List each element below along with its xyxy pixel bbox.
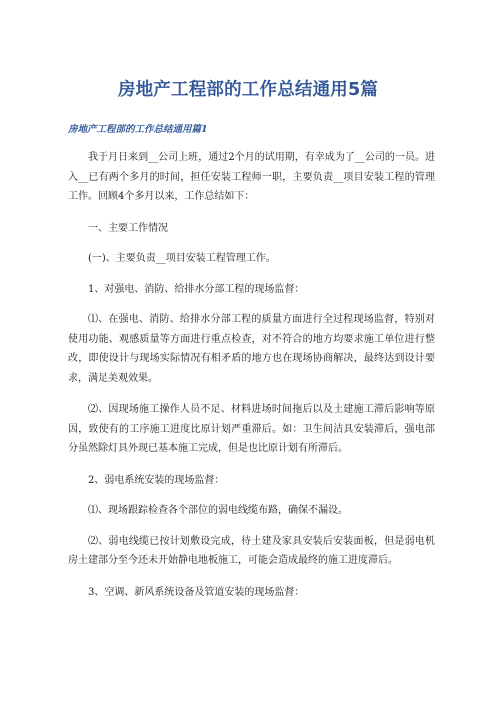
paragraph-schedule-delay: ⑵、因现场施工操作人员不足、材料进场时间拖后以及土建施工滞后影响等原因，致使有的工序施工进度比原计划严重滞后。如：卫生间洁具安装滞后，强电部分虽然除灯具外现已基本施工完成，但是也比原计划有所滞后。 xyxy=(68,404,435,454)
document-body xyxy=(68,148,435,613)
section-heading: 房地产工程部的工作总结通用篇1 xyxy=(68,124,208,135)
heading-main-work: 一、主要工作情况 xyxy=(88,222,168,234)
document-title: 房地产工程部的工作总结通用5篇 xyxy=(117,80,379,100)
heading-weak-current: 2、弱电系统安装的现场监督： xyxy=(88,474,225,486)
paragraph-cable-check: ⑴、现场跟踪检查各个部位的弱电线缆布路，确保不漏设。 xyxy=(88,505,348,516)
paragraph-quality-supervision: ⑴、在强电、消防、给排水分部工程的质量方面进行全过程现场监督，特别对使用功能、观感质量等方面进行重点检查，对不符合的地方均要求施工单位进行整改，即使设计与现场实际情况有相矛盾的地方也在现场协商解决，最终达到设计要求，满足美观效果。 xyxy=(68,314,435,384)
heading-hvac: 3、空调、新风系统设备及管道安装的现场监督： xyxy=(88,586,305,598)
heading-responsibility: (一)、主要负责__项目安装工程管理工作。 xyxy=(88,253,276,264)
paragraph-intro: 我于月日来到__公司上班，通过2个月的试用期，有幸成为了__公司的一员。进入__已有两个多月的时间，担任安装工程师一职，主要负责__项目安装工程的管理工作。回顾4个多月以来，工作总结如下： xyxy=(68,152,435,202)
paragraph-cable-laying: ⑵、弱电线缆已按计划敷设完成，待土建及家具安装后安装面板，但是弱电机房土建部分至今还未开始静电地板施工，可能会造成最终的施工进度滞后。 xyxy=(68,535,435,566)
heading-strong-current: 1、对强电、消防、给排水分部工程的现场监督： xyxy=(88,283,305,295)
